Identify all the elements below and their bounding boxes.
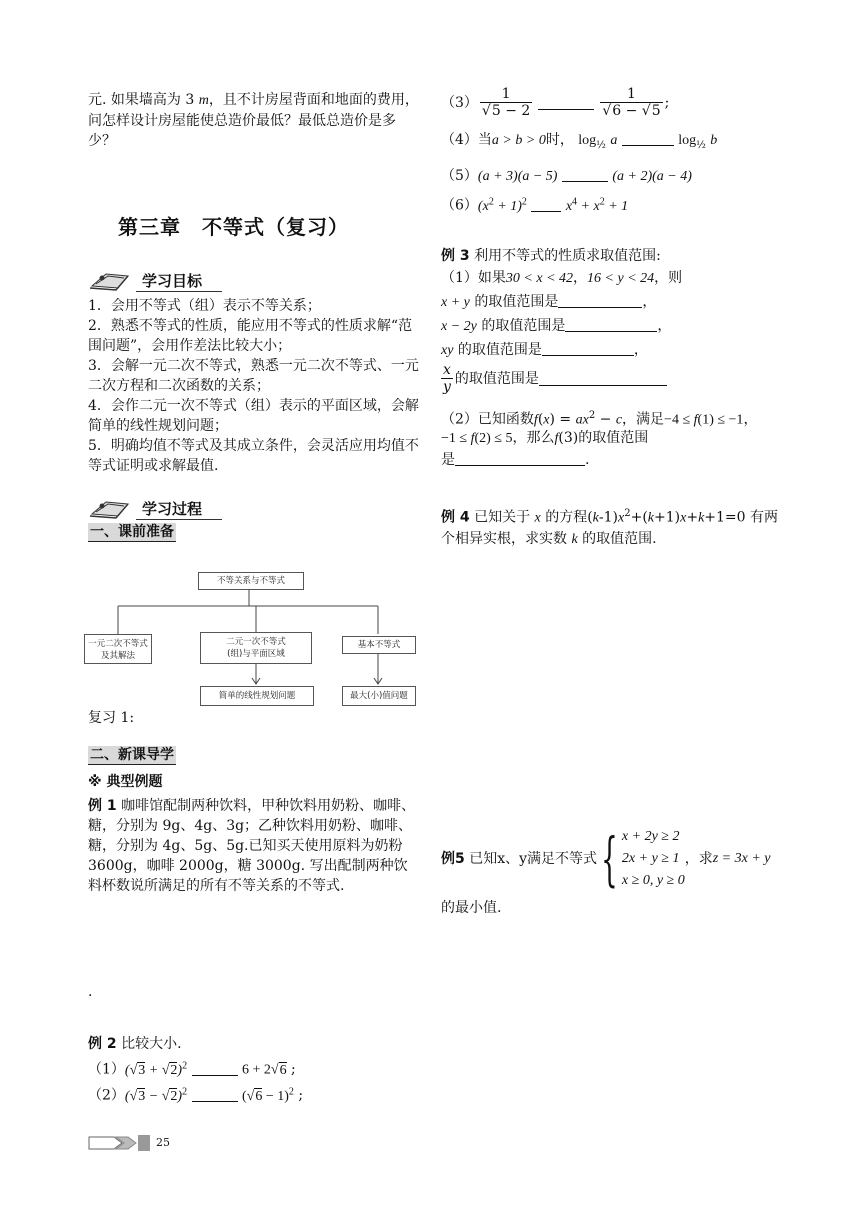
answer-blank[interactable]	[192, 1061, 238, 1076]
example-2-title: 例 2 比较大小.	[88, 1036, 182, 1052]
range-line-product: xy 的取值范围是 ，	[441, 342, 648, 358]
answer-blank[interactable]	[531, 197, 561, 212]
answer-blank[interactable]	[558, 293, 642, 308]
diagram-node-lp: 简单的线性规划问题	[200, 686, 314, 706]
example-2-item-4: （4）当a > b > 0时， $\log_{\frac{1}{2}} a$ $\log_{\frac{1}{2}} b$	[441, 132, 718, 151]
goals-list	[88, 296, 420, 476]
page-tab-block	[138, 1135, 150, 1151]
book-icon	[88, 264, 132, 292]
example-3-title: 例 3 利用不等式的性质求取值范围:	[441, 248, 661, 264]
constraint-system: { x + 2y ≥ 2 2x + y ≥ 1 x ≥ 0, y ≥ 0	[601, 825, 685, 893]
range-line-quotient: $\frac{x}{y}$ 的取值范围是	[441, 362, 667, 395]
example-1: 例 1 咖啡馆配制两种饮料，甲种饮料用奶粉、咖啡、糖，分别为 9g、4g、3g；乙种饮料用奶粉、咖啡、糖，分别为 4g、5g、5g.已知买天使用原料为奶粉 3600g，咖啡 2000g，糖 3000g. 写出配制两种饮料杯数说所满足的所有不等关系的不等式.	[88, 798, 416, 894]
answer-blank[interactable]	[565, 317, 657, 332]
answer-blank[interactable]	[538, 95, 594, 110]
goal-item: 2．熟悉不等式的性质，能应用不等式的性质求解“范围问题”，会用作差法比较大小；	[88, 318, 413, 354]
answer-blank[interactable]	[562, 167, 608, 182]
example-5: 例5 已知x、y满足不等式 { x + 2y ≥ 2 2x + y ≥ 1 x ≥ 0, y ≥ 0 ，求 z = 3x + y	[441, 825, 771, 893]
answer-blank[interactable]	[539, 371, 667, 386]
book-icon	[88, 492, 132, 520]
answer-blank[interactable]	[455, 451, 585, 466]
diagram-node-basic: 基本不等式	[342, 636, 416, 654]
example-2-item-2: $(2)(√3 - √2)^2$ $(√6 - 1)^2$ ;	[88, 1086, 304, 1104]
example-3-item-2-cont: −1 ≤ f(2) ≤ 5，那么f(3)的取值范围	[441, 430, 649, 446]
concept-diagram	[84, 568, 414, 708]
range-line-diff: x − 2y 的取值范围是 ，	[441, 318, 672, 334]
example-2-item-6: $(6)(x^2 + 1)^2$ $x^4 + x^2 + 1$	[441, 196, 629, 214]
page-footer	[88, 1133, 170, 1153]
goal-item: 4．会作二元一次不等式（组）表示的平面区域，会解简单的线性规划问题；	[88, 398, 419, 434]
section-bar-new: 二、新课导学	[90, 747, 174, 763]
diagram-node-quadratic: 一元二次不等式及其解法	[84, 634, 152, 664]
goal-item: 1．会用不等式（组）表示不等关系；	[88, 298, 321, 314]
examples-heading: ※ 典型例题	[88, 774, 163, 790]
goal-item: 3．会解一元二次不等式，熟悉一元二次不等式、一元二次方程和二次函数的关系；	[88, 358, 419, 394]
answer-blank[interactable]	[542, 341, 634, 356]
example-3-item-1: （1）如果30 < x < 42，16 < y < 24，则	[441, 270, 683, 286]
example-5-end: 的最小值.	[441, 900, 502, 916]
page-arrow-icon	[88, 1135, 142, 1151]
intro-paragraph: 元. 如果墙高为 3 m，且不计房屋背面和地面的费用，问怎样设计房屋能使总造价最低？最低总造价是多少？	[88, 92, 419, 149]
range-line-sum: x + y 的取值范围是 ，	[441, 294, 657, 310]
section-bar-prep: 一、课前准备	[90, 524, 174, 540]
example-3-item-2: （2）已知函数$f(x) = ax^2 - c$，满足−4 ≤ f(1) ≤ −1，	[441, 410, 758, 428]
chapter-title: 第三章 不等式（复习）	[118, 215, 349, 239]
diagram-node-linear: 二元一次不等式 (组)与平面区域	[200, 632, 312, 664]
example-2-item-3: （3） $\frac{1}{√5 - 2}$ $\frac{1}{√6 - √5}$ ;	[441, 86, 670, 119]
example-2-item-5: （5）(a + 3)(a − 5) (a + 2)(a − 4)	[441, 168, 692, 184]
stray-dot: .	[88, 984, 93, 1000]
example-3-item-2-end: 是 .	[441, 452, 590, 468]
example-4: 例 4 已知关于 x 的方程$(k-1)x^2+(k+1)x+k+1=0$ 有两个相异实根，求实数 k 的取值范围.	[441, 508, 779, 547]
goals-heading: 学习目标	[88, 262, 222, 292]
process-heading: 学习过程	[88, 490, 222, 520]
diagram-root: 不等关系与不等式	[198, 572, 304, 590]
example-2-item-1: $(1)(√3 + √2)^2$ 6 + 2√6 ;	[88, 1060, 296, 1078]
diagram-node-extreme: 最大(小)值问题	[342, 686, 416, 706]
answer-blank[interactable]	[622, 131, 674, 146]
page-number: 25	[156, 1136, 170, 1149]
goal-item: 5．明确均值不等式及其成立条件，会灵活应用均值不等式证明或求解最值.	[88, 438, 419, 474]
review-label: 复习 1:	[88, 710, 135, 726]
answer-blank[interactable]	[192, 1087, 238, 1102]
